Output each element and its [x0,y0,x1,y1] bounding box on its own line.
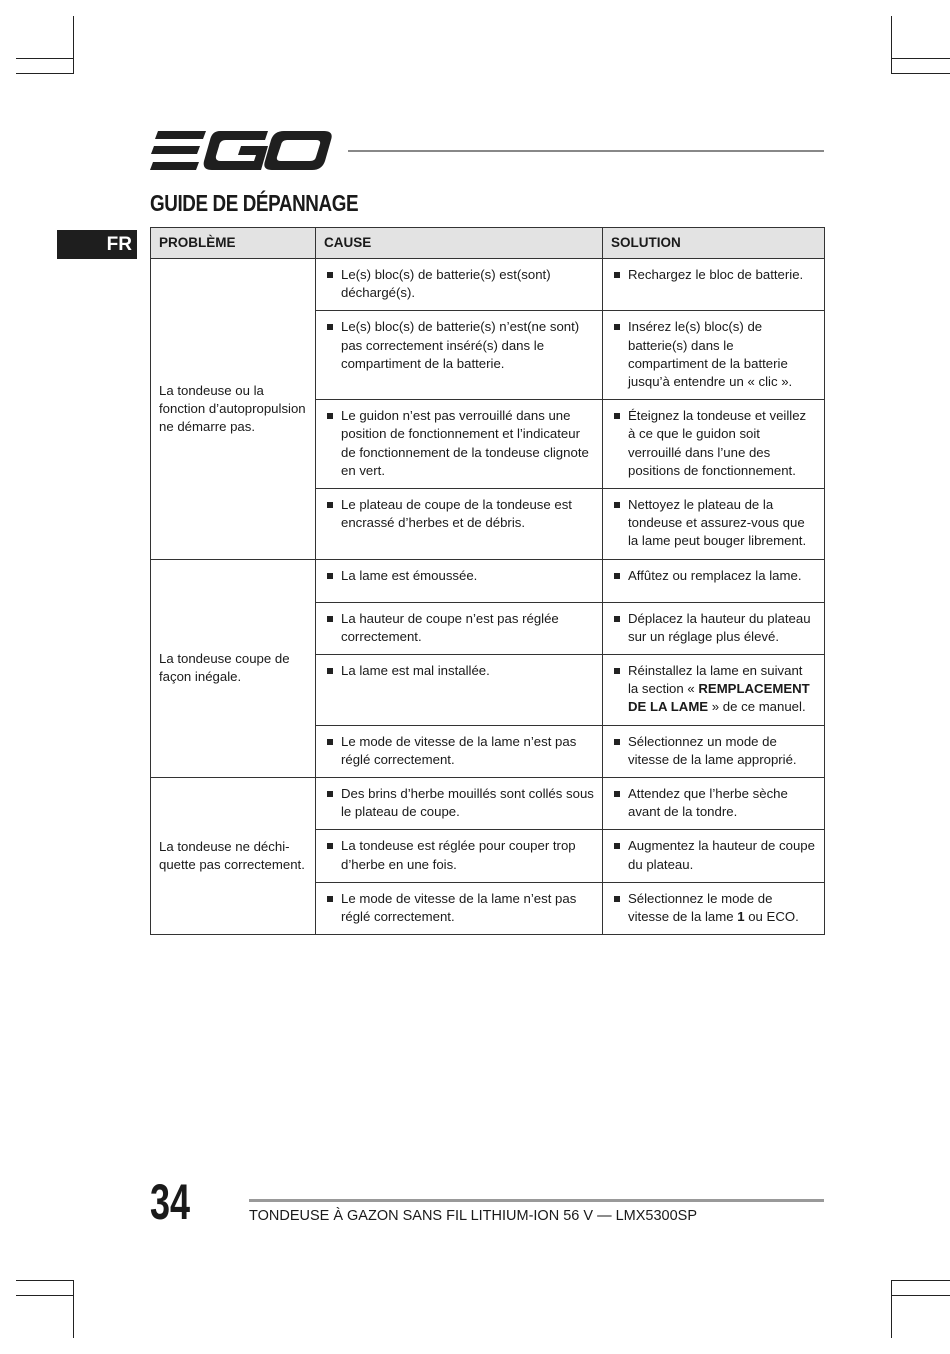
crop-mark [891,1295,950,1296]
column-header-problem: PROBLÈME [151,228,316,259]
crop-mark [16,73,74,74]
footer-rule [249,1199,824,1202]
ego-logo [150,131,332,171]
solution-text: Augmentez la hauteur de coupe du plateau. [611,837,816,873]
table-row [151,559,825,602]
cause-text: La hauteur de coupe n’est pas réglée correctement. [324,610,594,646]
solution-cell [603,655,825,726]
solution-text: Insérez le(s) bloc(s) de batterie(s) dans le compartiment de la batterie jusqu’à entendre un « clic ». [611,318,816,391]
solution-text-part: Réinstallez la lame en suivant la section « [628,663,803,697]
crop-mark [891,1280,950,1281]
footer-document-title: TONDEUSE À GAZON SANS FIL LITHIUM-ION 56 V — LMX5300SP [249,1208,698,1224]
solution-cell [603,259,825,311]
language-tab: FR [57,230,137,259]
cause-text: Des brins d’herbe mouillés sont collés sous le plateau de coupe. [324,785,594,821]
solution-text-part: » de ce manuel. [708,699,806,715]
cause-text: La lame est mal installée. [324,662,594,680]
cause-cell [316,400,603,489]
solution-text-part: Sélectionnez le mode de vitesse de la lame [628,890,773,925]
solution-text: Attendez que l’herbe sèche avant de la tondre. [611,785,816,821]
crop-mark [16,58,74,59]
table-header-row [151,228,825,259]
cause-cell [316,655,603,726]
solution-text: Éteignez la tondeuse et veillez à ce que le guidon soit verrouillé dans l’une des positions de fonctionnement. [611,407,816,480]
cause-text: Le mode de vitesse de la lame n’est pas réglé correctement. [324,733,594,769]
problem-cell: La tondeuse ne déchi-quette pas correctement. [151,778,316,935]
solution-cell [603,725,825,777]
table-row [151,778,825,830]
cause-text: La lame est émoussée. [324,567,594,585]
solution-text: Affûtez ou remplacez la lame. [611,567,816,585]
solution-text: Nettoyez le plateau de la tondeuse et assurez-vous que la lame peut bouger librement. [611,496,816,551]
cause-text: Le guidon n’est pas verrouillé dans une position de fonctionnement et l’indicateur de fonctionnement de la tondeuse clignote en vert. [324,407,594,480]
column-header-solution: SOLUTION [603,228,825,259]
solution-cell [603,311,825,400]
column-header-cause: CAUSE [316,228,603,259]
section-reference: REMPLACEMENT DE LA LAME [628,681,810,715]
solution-cell [603,602,825,654]
table-row [151,259,825,311]
solution-text: Déplacez la hauteur du plateau sur un réglage plus élevé. [611,610,816,646]
solution-text [611,662,816,717]
solution-cell [603,830,825,882]
cause-text: Le(s) bloc(s) de batterie(s) n’est(ne sont) pas correctement inséré(s) dans le compartiment de la batterie. [324,318,594,373]
page-number: 34 [150,1174,191,1230]
cause-cell [316,489,603,560]
cause-cell [316,725,603,777]
cause-cell [316,259,603,311]
problem-cell: La tondeuse ou la fonction d’autopropulsion ne démarre pas. [151,259,316,560]
crop-mark [73,58,74,74]
solution-text-part: ou ECO. [744,909,799,925]
crop-mark [891,58,950,59]
cause-cell [316,602,603,654]
cause-text: Le plateau de coupe de la tondeuse est encrassé d’herbes et de débris. [324,496,594,532]
blade-mode-number: 1 [737,909,745,925]
troubleshooting-table [150,227,825,935]
cause-cell [316,311,603,400]
crop-mark [891,1280,892,1338]
crop-mark [891,73,950,74]
solution-cell [603,882,825,934]
cause-text: La tondeuse est réglée pour couper trop d’herbe en une fois. [324,837,594,873]
solution-text: Sélectionnez un mode de vitesse de la lame approprié. [611,733,816,769]
solution-text [611,890,816,926]
crop-mark [16,1295,74,1296]
cause-cell [316,559,603,602]
cause-cell [316,830,603,882]
cause-text: Le mode de vitesse de la lame n’est pas réglé correctement. [324,890,594,926]
crop-mark [16,1280,74,1281]
solution-cell [603,778,825,830]
crop-mark [891,16,892,74]
cause-text: Le(s) bloc(s) de batterie(s) est(sont) déchargé(s). [324,266,594,302]
solution-text: Rechargez le bloc de batterie. [611,266,816,284]
cause-cell [316,882,603,934]
problem-cell: La tondeuse coupe de façon inégale. [151,559,316,777]
page-title: GUIDE DE DÉPANNAGE [150,190,359,216]
header-rule [348,150,824,152]
solution-cell [603,559,825,602]
solution-cell [603,400,825,489]
crop-mark [73,1280,74,1338]
solution-cell [603,489,825,560]
cause-cell [316,778,603,830]
